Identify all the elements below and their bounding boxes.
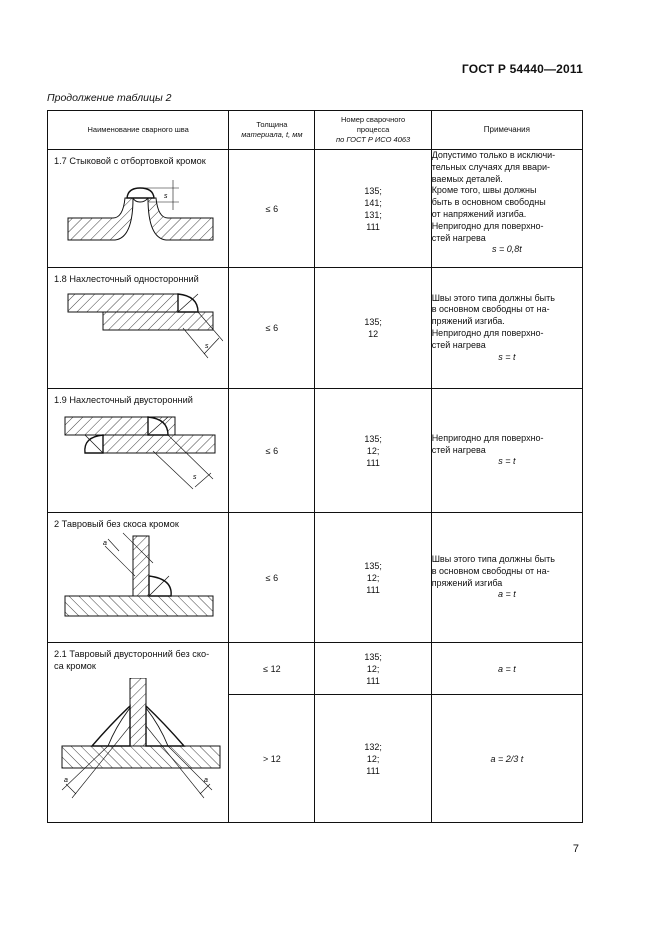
document-code: ГОСТ Р 54440—2011 bbox=[461, 62, 583, 76]
process-cell: 135; 12; 111 bbox=[315, 643, 431, 695]
formula: a = t bbox=[497, 589, 516, 600]
thickness-cell: ≤ 6 bbox=[229, 513, 315, 643]
notes-cell: Непригодно для поверхно- стей нагрева s = t bbox=[431, 389, 582, 513]
notes-cell: Швы этого типа должны быть в основном свободны от на- пряжений изгиба. Непригодно для поверхно- стей нагрева s = t bbox=[431, 268, 582, 389]
thickness-cell: ≤ 12 bbox=[229, 643, 315, 695]
table-row bbox=[48, 150, 583, 268]
tee-weld-figure bbox=[53, 531, 223, 631]
header-name: Наименование сварного шва bbox=[48, 111, 229, 150]
process-cell: 135; 12; 111 bbox=[315, 513, 431, 643]
weld-table bbox=[47, 110, 583, 823]
thickness-cell: > 12 bbox=[229, 695, 315, 823]
row-title: 2.1 Тавровый двусторонний без ско- са кромок bbox=[54, 649, 210, 671]
thickness-cell: ≤ 6 bbox=[229, 389, 315, 513]
page-number: 7 bbox=[572, 843, 579, 855]
double-tee-weld-figure bbox=[52, 678, 224, 803]
table-row bbox=[48, 643, 583, 695]
dim-label-s: s bbox=[205, 342, 209, 350]
process-cell: 135; 141; 131; 111 bbox=[315, 150, 431, 268]
thickness-cell: ≤ 6 bbox=[229, 150, 315, 268]
dim-label-s: s bbox=[164, 192, 168, 200]
dim-label-s: s bbox=[193, 473, 197, 481]
header-notes: Примечания bbox=[431, 111, 582, 150]
row-title: 1.8 Нахлесточный односторонний bbox=[54, 274, 199, 284]
row-name-cell bbox=[48, 268, 229, 389]
row-name-cell bbox=[48, 513, 229, 643]
formula: s = t bbox=[498, 456, 516, 467]
thickness-cell: ≤ 6 bbox=[229, 268, 315, 389]
row-title: 2 Тавровый без скоса кромок bbox=[54, 519, 179, 529]
row-name-cell bbox=[48, 643, 229, 823]
dim-label-a-left: a bbox=[64, 777, 69, 784]
flanged-butt-weld-figure bbox=[53, 168, 223, 253]
header-process: Номер сварочного процесса по ГОСТ Р ИСО 4063 bbox=[315, 111, 431, 150]
table-header-row bbox=[48, 111, 583, 150]
header-thickness: Толщина материала, t, мм bbox=[229, 111, 315, 150]
row-name-cell bbox=[48, 150, 229, 268]
single-lap-weld-figure bbox=[53, 286, 223, 374]
table-row bbox=[48, 389, 583, 513]
dim-label-a-right: a bbox=[204, 777, 209, 784]
process-cell: 135; 12 bbox=[315, 268, 431, 389]
row-name-cell bbox=[48, 389, 229, 513]
double-lap-weld-figure bbox=[53, 407, 223, 497]
table-caption: Продолжение таблицы 2 bbox=[47, 92, 172, 104]
notes-cell: Швы этого типа должны быть в основном свободны от на- пряжений изгиба a = t bbox=[431, 513, 582, 643]
formula: s = 0,8t bbox=[491, 244, 522, 255]
dim-label-a: a bbox=[103, 539, 108, 547]
table-row bbox=[48, 513, 583, 643]
row-title: 1.7 Стыковой с отбортовкой кромок bbox=[54, 156, 206, 166]
row-title: 1.9 Нахлесточный двусторонний bbox=[54, 395, 193, 405]
formula-cell: a = 2/3 t bbox=[431, 695, 582, 823]
table-row bbox=[48, 268, 583, 389]
notes-cell: Допустимо только в исключи- тельных случаях для ввари- ваемых деталей. Кроме того, швы должны быть в основном свободны от напряжений изгиба. Непригодно для поверхно- стей нагрева s = 0,8t bbox=[431, 150, 582, 268]
process-cell: 135; 12; 111 bbox=[315, 389, 431, 513]
formula-cell: a = t bbox=[431, 643, 582, 695]
formula: s = t bbox=[498, 351, 516, 362]
process-cell: 132; 12; 111 bbox=[315, 695, 431, 823]
